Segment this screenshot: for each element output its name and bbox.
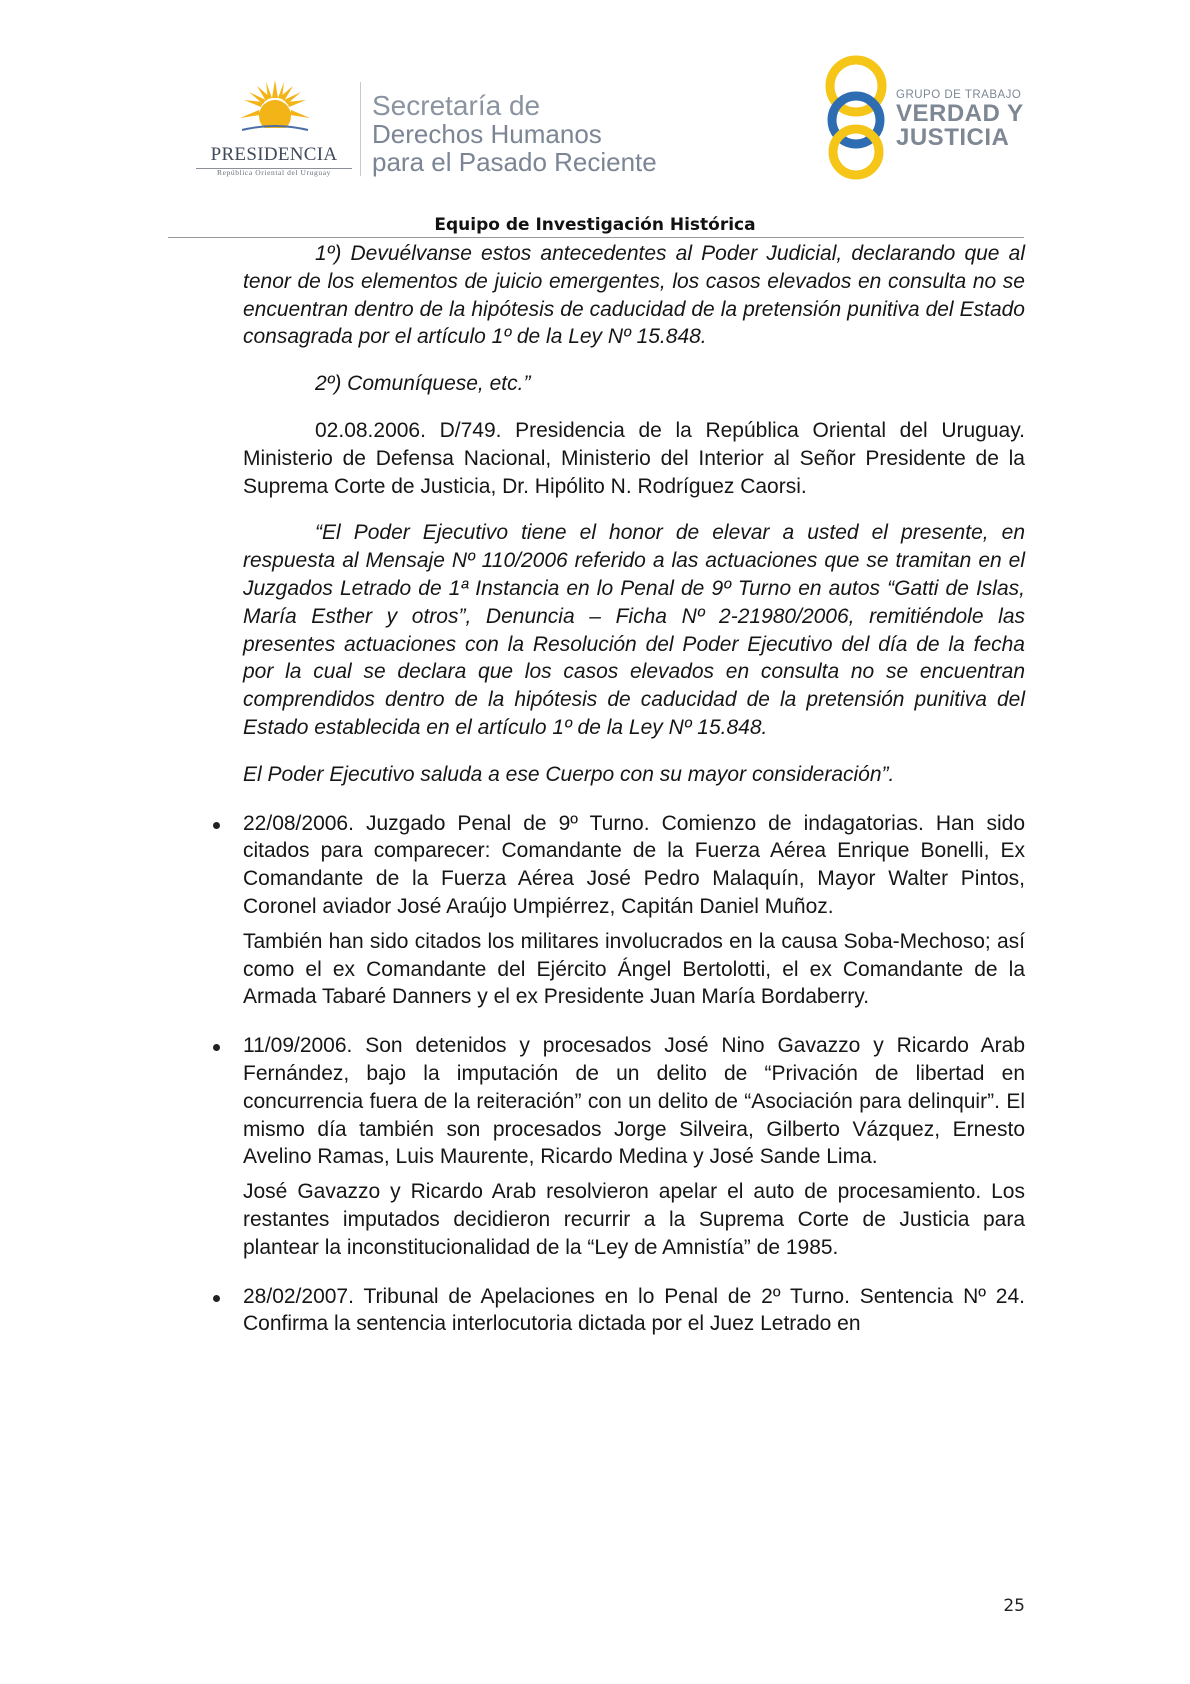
event-list	[243, 810, 1025, 1339]
list-item-text: 28/02/2007. Tribunal de Apelaciones en lo Penal de 2º Turno. Sentencia Nº 24. Confirma la sentencia interlocutoria dictada por el Juez Letrado en	[243, 1284, 1025, 1336]
paragraph-closing: El Poder Ejecutivo saluda a ese Cuerpo con su mayor consideración”.	[243, 762, 895, 786]
bullet-icon	[213, 1295, 220, 1302]
grupo-line-3: JUSTICIA	[896, 124, 1010, 151]
list-item	[243, 810, 1025, 1012]
secretaria-logo-text	[372, 92, 702, 176]
secretaria-line-2: Derechos Humanos	[372, 119, 602, 149]
secretaria-line-3: para el Pasado Reciente	[372, 147, 657, 177]
secretaria-line-1: Secretaría de	[372, 90, 541, 121]
paragraph-decree: 02.08.2006. D/749. Presidencia de la República Oriental del Uruguay. Ministerio de Defensa Nacional, Ministerio del Interior al Señor Presidente de la Suprema Corte de Justicia, Dr. Hipólito N. Rodríguez Caorsi.	[243, 418, 1025, 498]
list-item	[243, 1032, 1025, 1261]
paragraph-resolution-1: 1º) Devuélvanse estos antecedentes al Poder Judicial, declarando que al tenor de los elementos de juicio emergentes, los casos elevados en consulta no se encuentran dentro de la hipótesis de caducidad de la pretensión punitiva del Estado consagrada por el artículo 1º de la Ley Nº 15.848.	[243, 242, 1025, 349]
presidencia-name: PRESIDENCIA	[210, 144, 338, 165]
interlocked-rings-icon	[820, 52, 896, 182]
header-rule	[168, 237, 1024, 238]
list-item-subtext: También han sido citados los militares involucrados en la causa Soba-Mechoso; así como el ex Comandante del Ejército Ángel Bertolotti, el ex Comandante de la Armada Tabaré Danners y el ex Presidente Juan María Bordaberry.	[243, 929, 1025, 1009]
document-body	[243, 240, 1025, 1338]
verdad-y-justicia-logo	[820, 52, 1030, 182]
list-item-text: 11/09/2006. Son detenidos y procesados José Nino Gavazzo y Ricardo Arab Fernández, bajo la imputación de un delito de “Privación de libertad en concurrencia fuera de la reiteración” con un delito de “Asociación para delinquir”. El mismo día también son procesados Jorge Silveira, Gilberto Vázquez, Ernesto Avelino Ramas, Luis Maurente, Ricardo Medina y José Sande Lima.	[243, 1034, 1025, 1169]
presidencia-logo	[196, 78, 356, 180]
grupo-line-2: VERDAD Y	[896, 100, 1024, 127]
logo-divider	[360, 82, 361, 176]
list-item-text: 22/08/2006. Juzgado Penal de 9º Turno. Comienzo de indagatorias. Han sido citados para comparecer: Comandante de la Fuerza Aérea Enrique Bonelli, Ex Comandante de la Fuerza Aérea José Pedro Malaquín, Mayor Walter Pintos, Coronel aviador José Araújo Umpiérrez, Capitán Daniel Muñoz.	[243, 811, 1025, 918]
list-item	[243, 1283, 1025, 1339]
bullet-icon	[213, 822, 220, 829]
page-number: 25	[1003, 1596, 1025, 1616]
paragraph-quote: “El Poder Ejecutivo tiene el honor de elevar a usted el presente, en respuesta al Mensaje Nº 110/2006 referido a las actuaciones que se tramitan en el Juzgados Letrado de 1ª Instancia en lo Penal de 9º Turno en autos “Gatti de Islas, María Esther y otros”, Denuncia – Ficha Nº 2-21980/2006, remitiéndole las presentes actuaciones con la Resolución del Poder Ejecutivo del día de la fecha por la cual se declara que los casos elevados en consulta no se encuentran comprendidos dentro de la hipótesis de caducidad de la pretensión punitiva del Estado establecida en el artículo 1º de la Ley Nº 15.848.	[243, 521, 1025, 739]
paragraph-resolution-2: 2º) Comuníquese, etc.”	[315, 372, 531, 396]
sun-emblem-icon	[238, 78, 312, 142]
list-item-subtext: José Gavazzo y Ricardo Arab resolvieron apelar el auto de procesamiento. Los restantes imputados decidieron recurrir a la Suprema Corte de Justicia para plantear la inconstitucionalidad de la “Ley de Amnistía” de 1985.	[243, 1180, 1025, 1259]
grupo-line-1: GRUPO DE TRABAJO	[896, 89, 1022, 101]
presidencia-subtitle: República Oriental del Uruguay	[216, 168, 331, 177]
team-title: Equipo de Investigación Histórica	[434, 215, 756, 235]
bullet-icon	[213, 1044, 220, 1051]
